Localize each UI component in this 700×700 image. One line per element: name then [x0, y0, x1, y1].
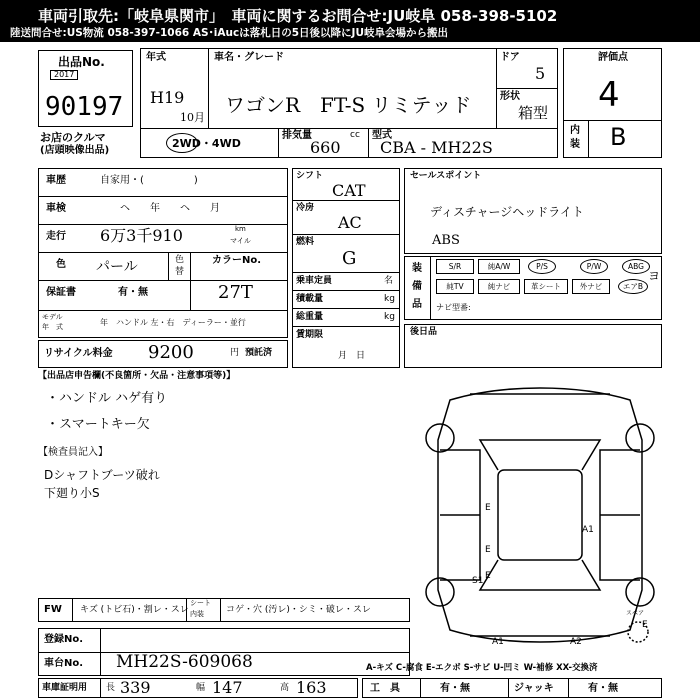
- month-value: 10月: [180, 111, 205, 124]
- equip-extra-mark: ヨ: [648, 269, 661, 283]
- gross-unit: kg: [384, 312, 395, 322]
- drive-2wd-circle: [166, 133, 198, 153]
- score-value: 4: [598, 75, 620, 115]
- lease-unit: 月 日: [338, 351, 366, 361]
- defect-line-1: ・ハンドル ハゲ有り: [46, 391, 168, 406]
- recycle-status: 預託済: [245, 348, 273, 358]
- mileage-unit-mile: マイル: [230, 237, 251, 245]
- name-grade-value: ワゴンR FT-S リミテッド: [225, 93, 472, 117]
- inspector-line-1: Dシャフトブーツ破れ: [44, 468, 160, 482]
- equip-sunroof: S/R: [436, 259, 474, 274]
- type-label: 型式: [372, 130, 392, 141]
- shift-value: CAT: [332, 181, 366, 200]
- capacity-label: 乗車定員: [296, 276, 333, 286]
- header-banner: [0, 0, 700, 42]
- diagram-mark-a1-right: A1: [582, 525, 594, 535]
- mileage-unit-km: km: [235, 225, 246, 233]
- chassis-value: MH22S-609068: [116, 652, 253, 672]
- fuel-value: G: [342, 248, 357, 269]
- defect-line-2: ・スマートキー欠: [46, 417, 150, 432]
- chassis-label: 車台No.: [44, 658, 84, 669]
- sales-point-line-2: ABS: [432, 233, 460, 248]
- year-value: H19: [150, 88, 185, 107]
- equip-airbag-b: エアB: [618, 279, 648, 294]
- equipment-label-2: 備: [412, 281, 422, 292]
- shop-line-1: お店のクルマ: [40, 131, 106, 144]
- defect-header: 【出品店申告欄(不良箇所・欠品・注意事項等)】: [38, 371, 236, 381]
- model-items: 年 ハンドル 左・右 ディーラー・並行: [100, 318, 246, 327]
- color-no-label: カラーNo.: [212, 255, 262, 266]
- mileage-value: 6万3千910: [100, 226, 183, 245]
- color-no-value: 27T: [218, 282, 253, 303]
- seat-label-1: シート: [190, 599, 211, 607]
- equip-leather: 革シート: [524, 279, 568, 294]
- dim-high-label: 高: [280, 683, 290, 693]
- interior-value: B: [610, 123, 627, 151]
- equip-power-steering: P/S: [528, 259, 556, 274]
- shape-value: 箱型: [518, 104, 549, 122]
- garage-cert-label: 車庫証明用: [42, 683, 88, 693]
- dim-long-label: 長: [106, 683, 116, 693]
- diagram-mark-e-spare: E: [642, 620, 648, 630]
- sales-point-line-1: ディスチャージヘッドライト: [430, 205, 584, 219]
- diagram-spare-label: スペア: [626, 610, 645, 617]
- tools-value: 有・無: [440, 683, 470, 694]
- dim-high-value: 163: [296, 678, 327, 697]
- inspection-value: ヘ 年 ヘ 月: [120, 203, 220, 214]
- door-value: 5: [535, 64, 546, 83]
- fw-label: FW: [44, 604, 62, 615]
- color-change-1: 色: [175, 255, 185, 265]
- registration-label: 登録No.: [44, 634, 84, 645]
- equip-tv: 純TV: [436, 279, 474, 294]
- dim-long-value: 339: [120, 678, 151, 697]
- name-grade-label: 車名・グレード: [214, 52, 284, 63]
- dim-wide-label: 幅: [196, 683, 206, 693]
- equip-alloy-wheel: 純A/W: [478, 259, 520, 274]
- type-value: CBA - MH22S: [380, 138, 493, 157]
- color-label: 色: [56, 259, 66, 270]
- diagram-mark-e-2: E: [485, 545, 491, 555]
- navi-model-label: ナビ型番:: [436, 303, 471, 312]
- color-change-2: 替: [175, 267, 185, 277]
- header-line-1: 車両引取先:「岐阜県関市」 車両に関するお問合せ:JU岐阜 058-398-5102: [38, 7, 558, 25]
- diagram-mark-e-1: E: [485, 503, 491, 513]
- inspection-label: 車検: [46, 203, 66, 214]
- diagram-mark-s1: S1: [472, 576, 484, 586]
- tools-label: 工 具: [370, 683, 400, 694]
- warranty-label: 保証書: [46, 287, 76, 298]
- mileage-label: 走行: [46, 231, 66, 242]
- recycle-unit: 円: [230, 348, 240, 358]
- dim-wide-value: 147: [212, 678, 243, 697]
- equip-airbag: ABG: [622, 259, 650, 274]
- drive-label: 2WD・4WD: [172, 137, 241, 150]
- jack-label: ジャッキ: [514, 683, 554, 694]
- lot-number: 90197: [45, 92, 124, 122]
- diagram-mark-a2-rear: A2: [570, 637, 582, 647]
- shape-label: 形状: [500, 91, 520, 102]
- gross-label: 総重量: [296, 312, 324, 322]
- inspector-line-2: 下廻り小S: [44, 486, 100, 500]
- history-box: [38, 168, 288, 338]
- interior-label-1: 内: [570, 125, 580, 136]
- interior-label-2: 装: [570, 139, 580, 150]
- warranty-value: 有・無: [118, 287, 148, 298]
- shop-line-2: (店頭映像出品): [40, 145, 110, 156]
- lot-label: 出品No.: [58, 55, 105, 69]
- recycle-value: 9200: [148, 342, 194, 363]
- displacement-label: 排気量: [282, 130, 312, 141]
- door-label: ドア: [500, 52, 520, 63]
- car-damage-diagram: [410, 380, 670, 652]
- equipment-label-3: 品: [412, 299, 422, 310]
- lease-label: 賃期限: [296, 330, 324, 340]
- recycle-label: リサイクル料金: [44, 348, 113, 359]
- model-label-2: 年 式: [42, 323, 63, 331]
- equip-ext-navi: 外ナビ: [572, 279, 610, 294]
- fw-items: キズ (トビ石)・割レ・スレ: [80, 605, 189, 615]
- shift-label: シフト: [296, 171, 324, 181]
- ac-value: AC: [338, 213, 362, 232]
- history-value: 自家用・( ): [100, 175, 198, 186]
- load-label: 積載量: [296, 294, 324, 304]
- capacity-unit: 名: [384, 276, 394, 286]
- sales-point-label: セールスポイント: [410, 171, 482, 181]
- displacement-value: 660: [310, 138, 341, 157]
- equip-power-window: P/W: [580, 259, 608, 274]
- displacement-unit: cc: [350, 130, 360, 140]
- diagram-mark-e-3: E: [485, 571, 491, 581]
- damage-legend: A-キズ C-腐食 E-エクボ S-サビ U-凹ミ W-補修 XX-交換済: [366, 663, 598, 673]
- history-label: 車歴: [46, 175, 66, 186]
- color-value: パール: [96, 259, 138, 275]
- inspector-header: 【検査員記入】: [38, 447, 108, 458]
- score-label: 評価点: [598, 52, 628, 63]
- after-delivery-label: 後日品: [410, 327, 438, 337]
- diagram-mark-a1-rear: A1: [492, 637, 504, 647]
- seat-items: コゲ・穴 (汚レ)・シミ・破レ・スレ: [226, 605, 371, 615]
- seat-label-2: 内装: [190, 610, 204, 618]
- lot-year-tag: 2017: [50, 70, 78, 80]
- equip-navi: 純ナビ: [478, 279, 520, 294]
- equipment-label-1: 装: [412, 263, 422, 274]
- ac-label: 冷房: [296, 203, 315, 213]
- after-delivery-box: [404, 324, 662, 368]
- model-label-1: モデル: [42, 313, 63, 321]
- jack-value: 有・無: [588, 683, 618, 694]
- year-label: 年式: [146, 52, 166, 63]
- header-line-2: 陸送問合せ:US物流 058-397-1066 AS･iAucは落札日の5日後以降にJU岐阜会場から搬出: [10, 27, 448, 39]
- load-unit: kg: [384, 294, 395, 304]
- fuel-label: 燃料: [296, 237, 315, 247]
